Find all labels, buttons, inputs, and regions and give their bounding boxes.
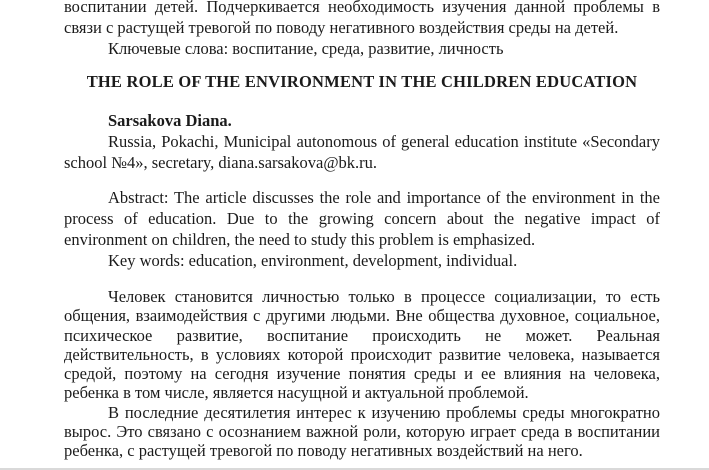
- body-paragraph-2: В последние десятилетия интерес к изучению проблемы среды многократно вырос. Это связано с осознанием важной роли, которую играет среда в воспитании ребенка, с растущей тревогой по поводу негативных воздействий на него.: [64, 402, 660, 461]
- keywords-en: Key words: education, environment, development, individual.: [108, 251, 518, 270]
- author-name: Sarsakova Diana.: [108, 111, 232, 130]
- abstract-en: Abstract: The article discusses the role and importance of the environment in the process of education. Due to the growing concern about the negative impact of environment on children, the need to study this problem is emphasized.: [64, 188, 660, 249]
- continuation-paragraph: воспитании детей. Подчеркивается необходимость изучения данной проблемы в связи с растущей тревогой по поводу негативного воздействия среды на детей.: [64, 0, 660, 37]
- keywords-ru: Ключевые слова: воспитание, среда, развитие, личность: [108, 39, 504, 58]
- article-title-en: THE ROLE OF THE ENVIRONMENT IN THE CHILDREN EDUCATION: [86, 72, 638, 91]
- text-column: [64, 0, 660, 461]
- body-paragraph-1: Человек становится личностью только в процессе социализации, то есть общения, взаимодействия с другими людьми. Вне общества духовное, социальное, психическое развитие, воспитание происходить не может. Реальная действительность, в условиях которой происходит развитие человека, называется средой, поэтому на сегодня изучение понятия среды и ее влияния на человека, ребенка в том числе, является насущной и актуальной проблемой.: [64, 287, 660, 403]
- author-affiliation: Russia, Pokachi, Municipal autonomous of general education institute «Secondary school №4», secretary, diana.sarsakova@bk.ru.: [64, 132, 660, 172]
